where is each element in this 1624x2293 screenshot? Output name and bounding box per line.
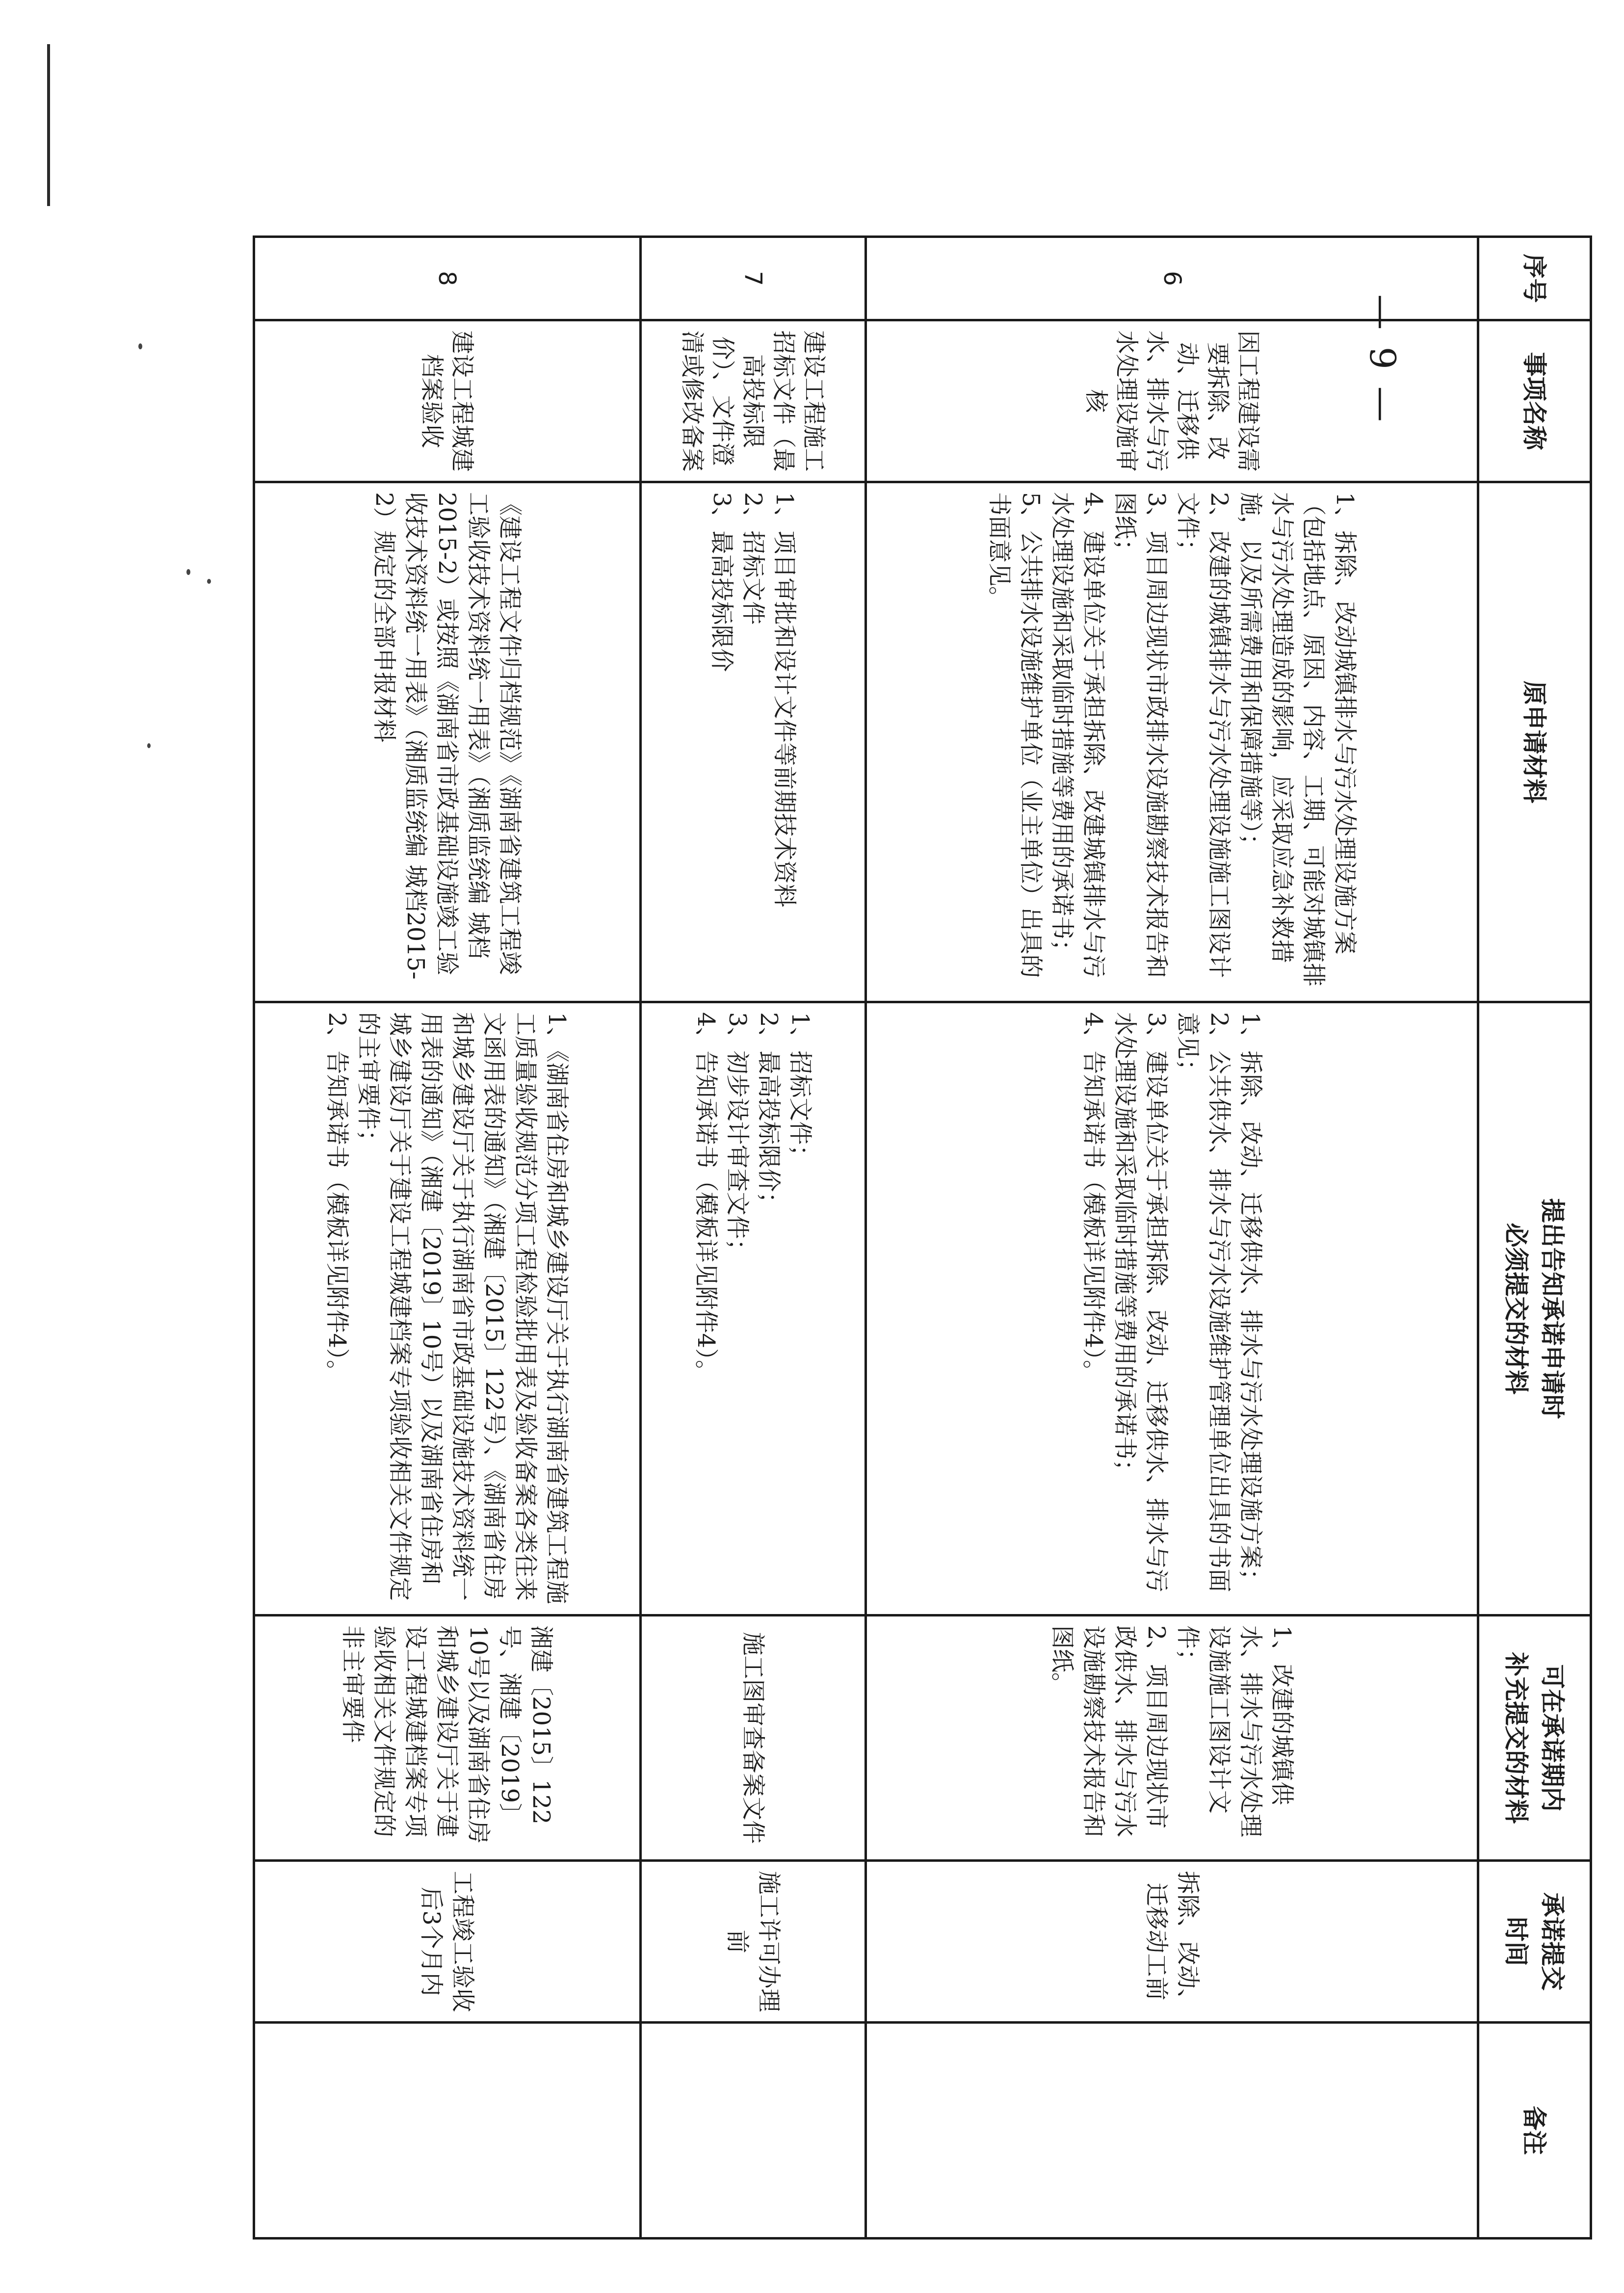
table-row — [866, 237, 1478, 2239]
row-remark — [866, 2023, 1478, 2239]
scan-binding-line — [47, 44, 50, 206]
row-original-materials — [640, 482, 866, 1002]
row-original-materials — [254, 482, 641, 1002]
scan-speck — [207, 579, 211, 584]
row-remark — [640, 2023, 866, 2239]
row-deadline: 施工许可办理前 — [640, 1861, 866, 2023]
supplement-material-line: 1、改建的城镇供水、排水与污水处理设施施工图设计文件； — [1174, 1625, 1296, 1838]
row-seq: 8 — [254, 237, 641, 320]
required-material-line: 4、告知承诺书（模板详见附件4）。 — [1079, 1012, 1107, 1384]
required-material-line: 2、公共供水、排水与污水设施维护管理单位出具的书面意见； — [1174, 1012, 1233, 1592]
original-material-line: 5、公共排水设施维护单位（业主单位）出具的书面意见。 — [985, 492, 1045, 978]
row-item-name: 建设工程施工招标文件（最高投标限价）、文件澄清或修改备案 — [640, 320, 866, 482]
row-seq: 7 — [640, 237, 866, 320]
table-header-row — [1478, 237, 1591, 2239]
required-material-line: 3、建设单位关于承担拆除、改动、迁移供水、排水与污水处理设施和采取临时措施等费用的承诺书； — [1111, 1012, 1170, 1592]
scan-speck — [138, 343, 142, 349]
original-material-line: 1、拆除、改动城镇排水与污水处理设施方案（包括地点、原因、内容、工期、可能对城镇排水与污水处理造成的影响，应采取应急补救措施，以及所需费用和保障措施等）； — [1236, 492, 1359, 987]
row-deadline: 工程竣工验收后3个月内 — [254, 1861, 641, 2023]
row-item-name: 建设工程城建档案验收 — [254, 320, 641, 482]
rotated-page-content — [253, 235, 1592, 2237]
supplement-material-line: 湘建〔2015〕122号、湘建〔2019〕10号以及湖南省住房和城乡建设厅关于建设工程城建档案专项验收相关文件规定的非主审要件 — [339, 1625, 555, 1844]
required-material-line: 4、告知承诺书（模板详见附件4）。 — [692, 1012, 720, 1384]
required-material-line: 1、招标文件； — [786, 1012, 814, 1169]
row-original-materials — [866, 482, 1478, 1002]
original-material-line: 2、招标文件 — [739, 492, 767, 625]
supplement-material-line: 施工图审查备案文件 — [739, 1632, 767, 1844]
header-original-materials: 原申请材料 — [1478, 482, 1591, 1002]
original-material-line: 3、最高投标限价 — [708, 492, 736, 672]
required-material-line: 1、拆除、改动、迁移供水、排水与污水处理设施方案； — [1236, 1012, 1264, 1592]
original-material-line: 1、项目审批和设计文件等前期技术资料 — [771, 492, 799, 908]
header-item-name: 事项名称 — [1478, 320, 1591, 482]
row-required-materials — [640, 1002, 866, 1616]
header-remark: 备注 — [1478, 2023, 1591, 2239]
row-seq: 6 — [866, 237, 1478, 320]
header-required-line-1: 提出告知承诺申请时 — [1538, 1198, 1567, 1419]
header-required-line-2: 必须提交的材料 — [1502, 1223, 1531, 1395]
scan-speck — [186, 569, 190, 575]
header-deadline-line-2: 时间 — [1502, 1917, 1531, 1966]
row-required-materials — [866, 1002, 1478, 1616]
required-material-line: 2、告知承诺书（模板详见附件4）。 — [323, 1012, 351, 1384]
row-item-name: 因工程建设需要拆除、改动、迁移供水、排水与污水处理设施审核 — [866, 320, 1478, 482]
table-row — [640, 237, 866, 2239]
header-deadline — [1478, 1861, 1591, 2023]
required-material-line: 2、最高投标限价； — [755, 1012, 783, 1216]
row-supplement-materials — [254, 1616, 641, 1861]
header-deadline-line-1: 承诺提交 — [1538, 1892, 1567, 1991]
table-row — [254, 237, 641, 2239]
header-supplement-materials — [1478, 1616, 1591, 1861]
row-required-materials — [254, 1002, 641, 1616]
scan-speck — [147, 743, 151, 748]
commitment-items-table — [253, 235, 1592, 2240]
page-number: — 9 — — [1362, 294, 1403, 425]
original-material-line: 2、改建的城镇排水与污水处理设施施工图设计文件； — [1174, 492, 1233, 978]
row-supplement-materials — [640, 1616, 866, 1861]
header-seq: 序号 — [1478, 237, 1591, 320]
supplement-material-line: 2、项目周边现状市政供水、排水与污水设施勘察技术报告和图纸。 — [1048, 1625, 1170, 1838]
row-deadline: 拆除、改动、迁移动工前 — [866, 1861, 1478, 2023]
original-material-line: 《建设工程文件归档规范》《湖南省建筑工程竣工验收技术资料统一用表》（湘质监统编 城档2015-2）或按照《湖南省市政基础设施竣工验收技术资料统一用表》（湘质监统编 城档2015-2）规定的全部申报材料 — [370, 492, 524, 980]
header-required-materials — [1478, 1002, 1591, 1616]
header-supplement-line-1: 可在承诺期内 — [1538, 1664, 1567, 1812]
header-supplement-line-2: 补充提交的材料 — [1502, 1652, 1531, 1824]
row-remark — [254, 2023, 641, 2239]
row-supplement-materials — [866, 1616, 1478, 1861]
required-material-line: 3、初步设计审查文件； — [724, 1012, 752, 1263]
original-material-line: 4、建设单位关于承担拆除、改建城镇排水与污水处理设施和采取临时措施等费用的承诺书； — [1048, 492, 1107, 978]
required-material-line: 1、《湖南省住房和城乡建设厅关于执行湖南省建筑工程施工质量验收规范分项工程检验批用表及验收备案各类往来文函用表的通知》（湘建〔2015〕122号）、《湖南省住房和城乡建设厅关于执行湖南省市政基础设施技术资料统一用表的通知》（湘建〔2019〕10号）以及湖南省住房和城乡建设厅关于建设工程城建档案专项验收相关文件规定的主审要件； — [355, 1012, 571, 1604]
original-material-line: 3、项目周边现状市政排水设施勘察技术报告和图纸； — [1111, 492, 1170, 978]
